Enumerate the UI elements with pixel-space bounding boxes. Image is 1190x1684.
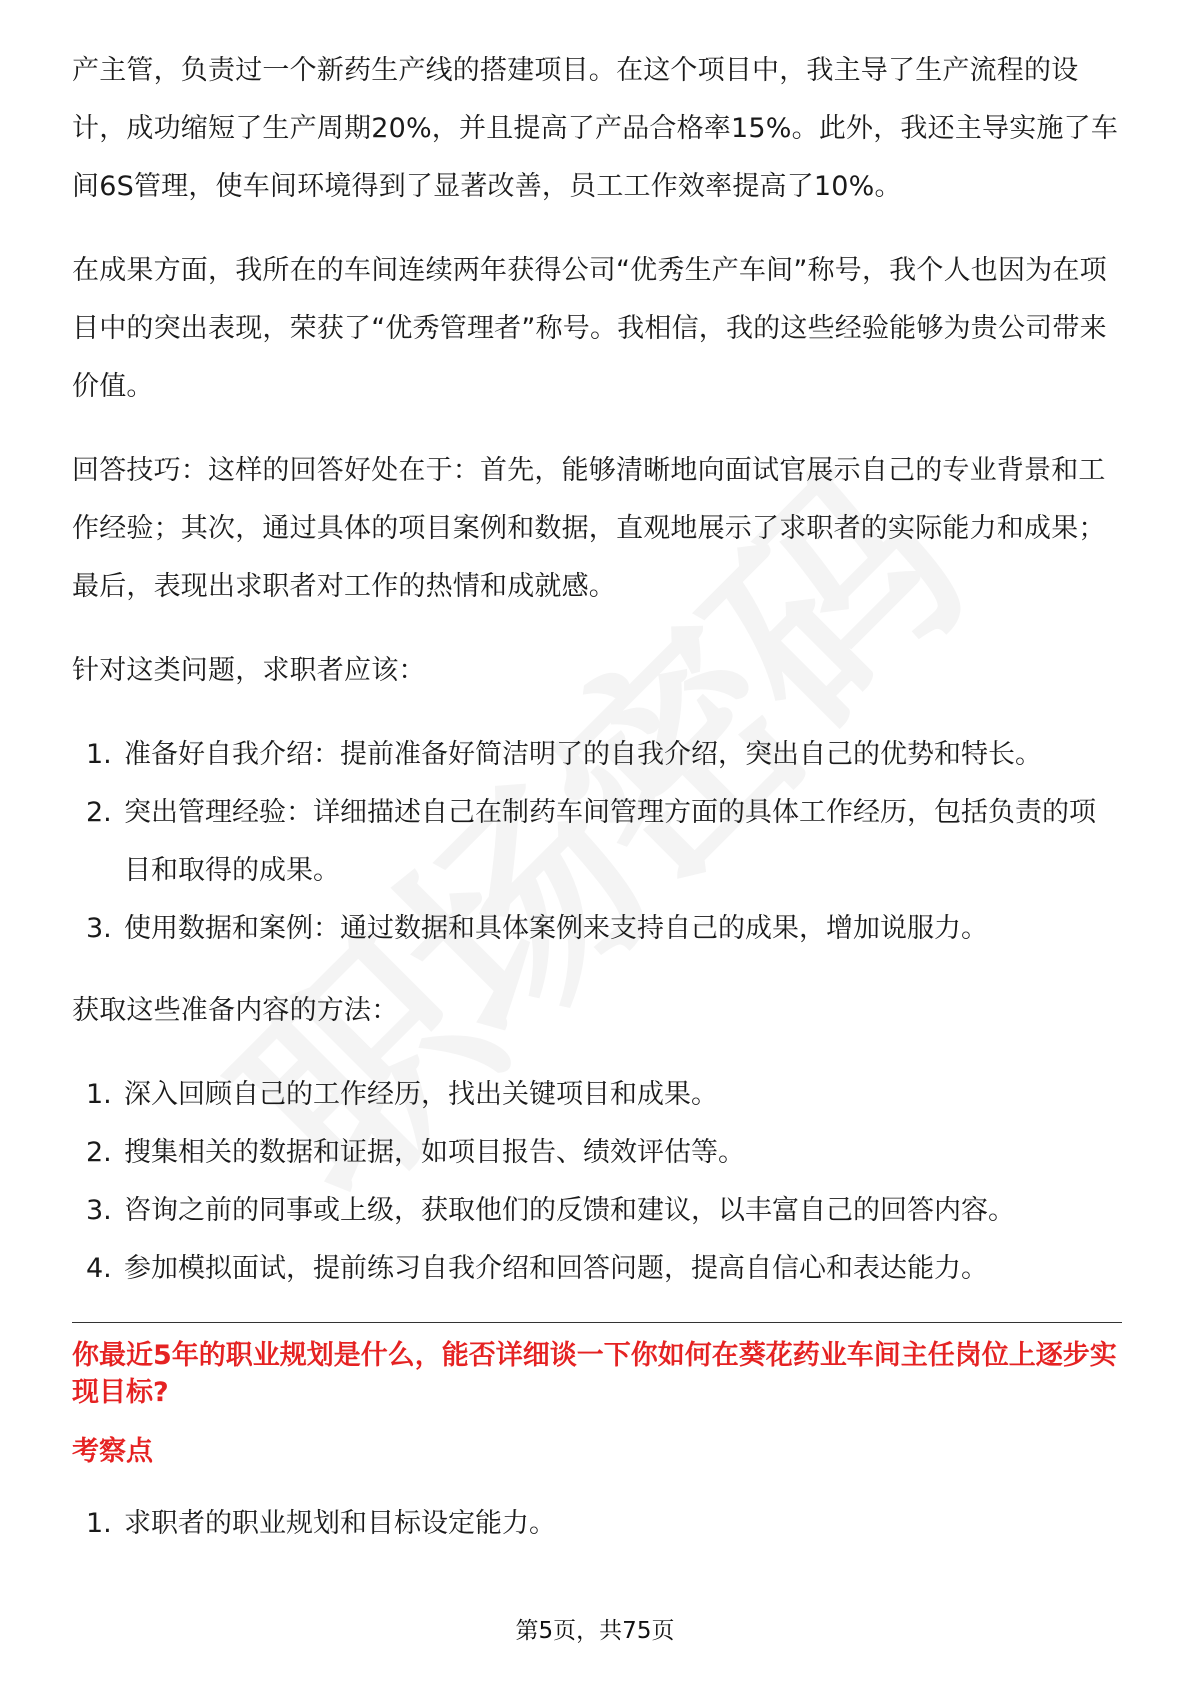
list-item-text: 参加模拟面试，提前练习自我介绍和回答问题，提高自信心和表达能力。 bbox=[124, 1253, 988, 1284]
answer-tips-paragraph: 回答技巧：这样的回答好处在于：首先，能够清晰地向面试官展示自己的专业背景和工作经验；其次，通过具体的项目案例和数据，直观地展示了求职者的实际能力和成果；最后，表现出求职者对工作的热情和成就感。 bbox=[72, 455, 1106, 602]
exam-points-heading: 考察点 bbox=[72, 1436, 153, 1467]
document-body bbox=[72, 42, 1122, 1577]
list-item bbox=[72, 1495, 1122, 1553]
list-item bbox=[72, 900, 1122, 958]
list-number: 4. bbox=[86, 1253, 112, 1284]
list-item-text: 求职者的职业规划和目标设定能力。 bbox=[124, 1508, 556, 1539]
section-divider bbox=[72, 1322, 1122, 1323]
list-item-text: 准备好自我介绍：提前准备好简洁明了的自我介绍，突出自己的优势和特长。 bbox=[124, 739, 1042, 770]
methods-list bbox=[72, 1066, 1122, 1298]
list-number: 3. bbox=[86, 913, 112, 944]
list-item bbox=[72, 1240, 1122, 1298]
list-number: 1. bbox=[86, 1079, 112, 1110]
list-number: 2. bbox=[86, 797, 112, 828]
list-item bbox=[72, 726, 1122, 784]
list-number: 1. bbox=[86, 739, 112, 770]
list-item-text: 搜集相关的数据和证据，如项目报告、绩效评估等。 bbox=[124, 1137, 745, 1168]
list-item-text: 深入回顾自己的工作经历，找出关键项目和成果。 bbox=[124, 1079, 718, 1110]
question-heading: 你最近5年的职业规划是什么，能否详细谈一下你如何在葵花药业车间主任岗位上逐步实现目标? bbox=[72, 1340, 1117, 1408]
list-item-text: 咨询之前的同事或上级，获取他们的反馈和建议，以丰富自己的回答内容。 bbox=[124, 1195, 1015, 1226]
page-footer: 第5页，共75页 bbox=[515, 1618, 675, 1644]
list-item bbox=[72, 1124, 1122, 1182]
list-item-text: 使用数据和案例：通过数据和具体案例来支持自己的成果，增加说服力。 bbox=[124, 913, 988, 944]
list-item bbox=[72, 1066, 1122, 1124]
list-number: 1. bbox=[86, 1508, 112, 1539]
list-number: 2. bbox=[86, 1137, 112, 1168]
methods-heading: 获取这些准备内容的方法： bbox=[72, 995, 399, 1026]
advice-list bbox=[72, 726, 1122, 958]
paragraph: 产主管，负责过一个新药生产线的搭建项目。在这个项目中，我主导了生产流程的设计，成功缩短了生产周期20%，并且提高了产品合格率15%。此外，我还主导实施了车间6S管理，使车间环境得到了显著改善，员工工作效率提高了10%。 bbox=[72, 55, 1119, 202]
exam-points-list bbox=[72, 1495, 1122, 1553]
list-item bbox=[72, 784, 1122, 900]
list-item bbox=[72, 1182, 1122, 1240]
list-number: 3. bbox=[86, 1195, 112, 1226]
paragraph: 针对这类问题，求职者应该： bbox=[72, 655, 426, 686]
paragraph: 在成果方面，我所在的车间连续两年获得公司“优秀生产车间”称号，我个人也因为在项目中的突出表现，荣获了“优秀管理者”称号。我相信，我的这些经验能够为贵公司带来价值。 bbox=[72, 255, 1107, 402]
list-item-text: 突出管理经验：详细描述自己在制药车间管理方面的具体工作经历，包括负责的项目和取得的成果。 bbox=[124, 797, 1096, 886]
